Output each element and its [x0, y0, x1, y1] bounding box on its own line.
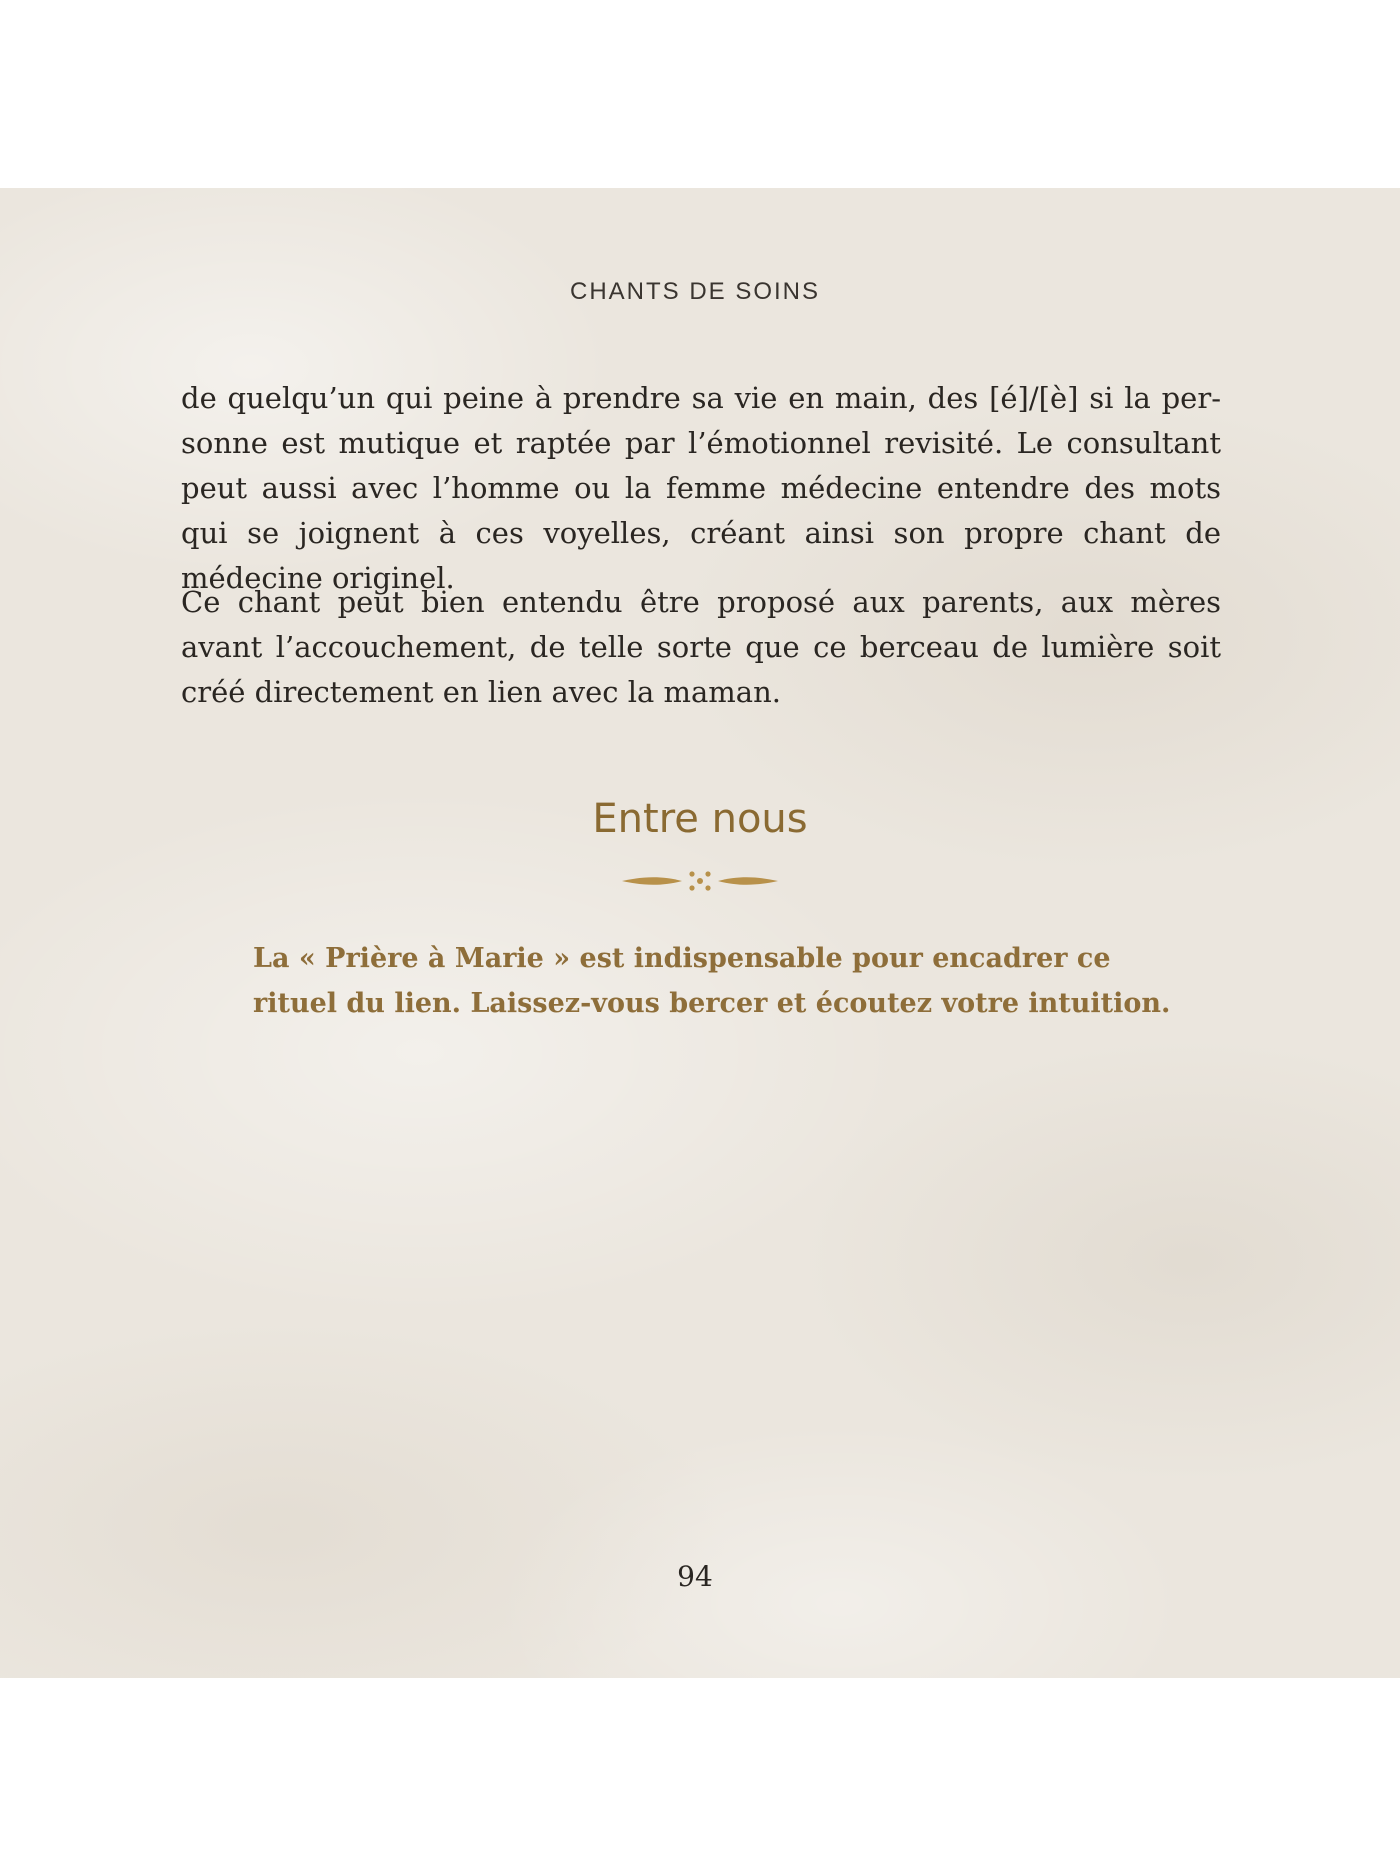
page-number: 94: [677, 1560, 713, 1593]
running-head: CHANTS DE SOINS: [569, 278, 821, 305]
body-paragraph-1: de quelqu’un qui peine à prendre sa vie en main, des [é]/[è] si la personne est mutique et raptée par l’émotionnel revisité. Le consultant peut aussi avec l’homme ou la femme médecine entendre des mots qui se joignent à ces voyelles, créant ainsi son propre chant de médecine originel.: [181, 381, 1221, 595]
body-paragraph-2: Ce chant peut bien entendu être proposé aux parents, aux mères avant l’accouchement, de telle sorte que ce berceau de lumière soit créé directement en lien avec la maman.: [181, 585, 1221, 709]
callout-text: La « Prière à Marie » est indispensable pour encadrer ce rituel du lien. Laissez-vous bercer et écoutez votre intuition.: [253, 943, 1171, 1019]
section-title: Entre nous: [592, 796, 808, 842]
gold-flourish-divider-icon: [620, 866, 780, 896]
